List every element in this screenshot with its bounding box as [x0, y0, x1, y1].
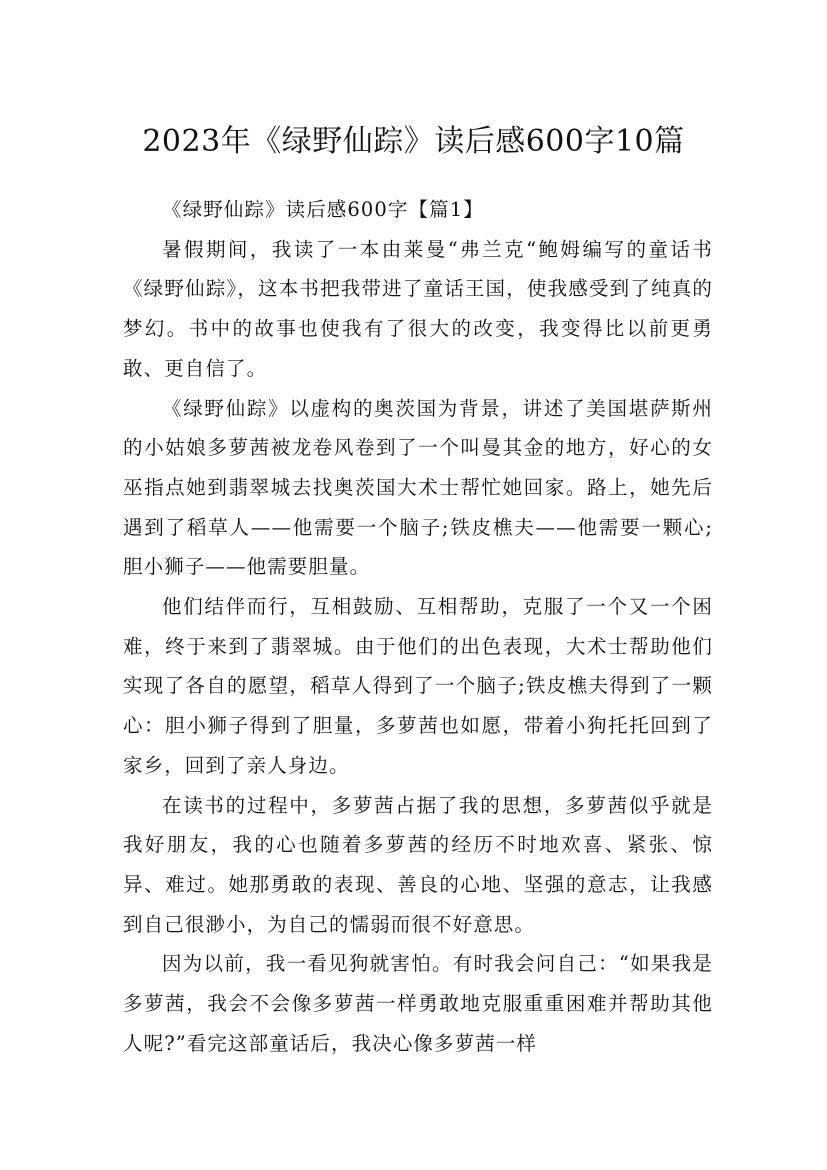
- document-title: 2023年《绿野仙踪》读后感600字10篇: [142, 124, 685, 160]
- paragraph: 因为以前，我一看见狗就害怕。有时我会问自己：“如果我是多萝茜，我会不会像多萝茜一样勇敢地克服重重困难并帮助其他人呢?”看完这部童话后，我决心像多萝茜一样: [123, 952, 713, 1055]
- paragraph: 在读书的过程中，多萝茜占据了我的思想，多萝茜似乎就是我好朋友，我的心也随着多萝茜的经历不时地欢喜、紧张、惊异、难过。她那勇敢的表现、善良的心地、坚强的意志，让我感到自己很渺小，为自己的懦弱而很不好意思。: [123, 793, 713, 936]
- paragraph: 《绿野仙踪》以虚构的奥茨国为背景，讲述了美国堪萨斯州的小姑娘多萝茜被龙卷风卷到了一个叫曼其金的地方，好心的女巫指点她到翡翠城去找奥茨国大术士帮忙她回家。路上，她先后遇到了稻草人——他需要一个脑子;铁皮樵夫——他需要一颗心;胆小狮子——他需要胆量。: [123, 396, 713, 579]
- paragraph: 他们结伴而行，互相鼓励、互相帮助，克服了一个又一个困难，终于来到了翡翠城。由于他们的出色表现，大术士帮助他们实现了各自的愿望，稻草人得到了一个脑子;铁皮樵夫得到了一颗心：胆小狮子得到了胆量，多萝茜也如愿，带着小狗托托回到了家乡，回到了亲人身边。: [123, 595, 713, 777]
- paragraph: 暑假期间，我读了一本由莱曼“弗兰克“鲍姆编写的童话书《绿野仙踪》，这本书把我带进了童话王国，使我感受到了纯真的梦幻。书中的故事也使我有了很大的改变，我变得比以前更勇敢、更自信了。: [123, 237, 713, 380]
- section-heading: 《绿野仙踪》读后感600字【篇1】: [162, 198, 484, 221]
- document-body: [123, 190, 713, 1063]
